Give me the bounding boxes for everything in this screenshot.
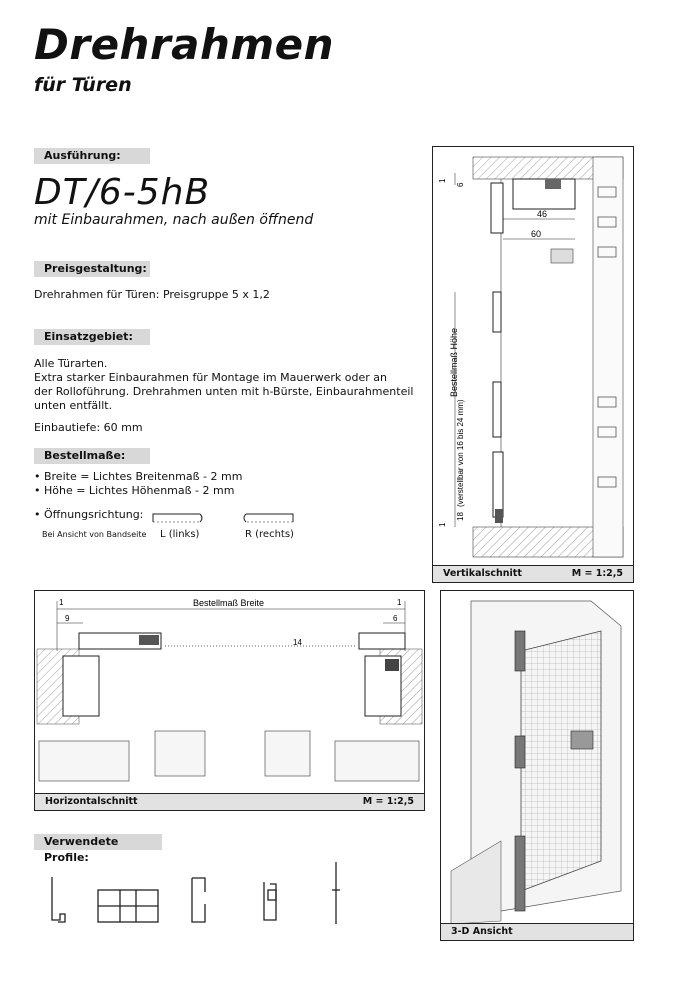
hz-dim-left1: 1 [59, 598, 64, 607]
vertikalschnitt-panel [432, 146, 634, 583]
section-profile: Verwendete Profile: [34, 834, 162, 850]
vt-dim-46: 46 [537, 209, 548, 219]
horizontal-caption: Horizontalschnitt [45, 796, 138, 807]
einsatz-line-4: unten entfällt. [34, 399, 113, 412]
vt-dim-top1: 1 [438, 178, 447, 183]
opening-right-icon [238, 510, 298, 524]
einsatz-line-1: Alle Türarten. [34, 357, 108, 370]
bestell-ansicht: Bei Ansicht von Bandseite [42, 530, 147, 539]
ansicht3d-caption: 3-D Ansicht [451, 926, 513, 937]
vt-adjust-label: (verstellbar von 16 bis 24 mm) [456, 399, 465, 507]
bestell-hoehe: • Höhe = Lichtes Höhenmaß - 2 mm [34, 484, 235, 497]
model-description: mit Einbaurahmen, nach außen öffnend [34, 212, 314, 228]
profiles-drawing [40, 862, 360, 932]
model-name: DT/6-5hB [34, 172, 211, 213]
vertikal-scale: M = 1:2,5 [571, 568, 623, 579]
ansicht3d-drawing [441, 591, 633, 924]
hz-dim-14: 14 [293, 638, 302, 647]
section-einsatzgebiet: Einsatzgebiet: [34, 329, 150, 345]
einsatz-depth: Einbautiefe: 60 mm [34, 421, 143, 434]
einsatz-line-3: der Rolloführung. Drehrahmen unten mit h-Bürste, Einbaurahmenteil [34, 385, 414, 398]
vertikalschnitt-drawing [433, 147, 633, 566]
horizontalschnitt-panel [34, 590, 425, 811]
vt-dim-60: 60 [531, 229, 542, 239]
bestell-oeffnung: • Öffnungsrichtung: [34, 508, 144, 521]
hz-dim-9: 9 [65, 614, 70, 623]
section-bestellmasse: Bestellmaße: [34, 448, 150, 464]
price-text: Drehrahmen für Türen: Preisgruppe 5 x 1,2 [34, 288, 270, 301]
page-title: Drehrahmen [34, 20, 335, 69]
section-ausfuehrung: Ausführung: [34, 148, 150, 164]
vt-dim-bottom1: 1 [438, 522, 447, 527]
vt-dim-top6: 6 [456, 182, 465, 187]
bestell-links: L (links) [160, 529, 200, 540]
horizontal-scale: M = 1:2,5 [362, 796, 414, 807]
hz-dim-right1: 1 [397, 598, 402, 607]
hz-width-label: Bestellmaß Breite [193, 598, 265, 608]
vertikal-caption: Vertikalschnitt [443, 568, 522, 579]
bestell-breite: • Breite = Lichtes Breitenmaß - 2 mm [34, 470, 243, 483]
section-preisgestaltung: Preisgestaltung: [34, 261, 150, 277]
vt-height-label: Bestellmaß Höhe [449, 327, 459, 397]
hz-dim-6: 6 [393, 614, 398, 623]
horizontalschnitt-drawing [35, 591, 424, 794]
vt-dim-18: 18 [456, 512, 465, 521]
page-subtitle: für Türen [34, 74, 132, 96]
bestell-rechts: R (rechts) [245, 529, 294, 540]
opening-left-icon [150, 510, 210, 524]
ansicht3d-panel [440, 590, 634, 941]
einsatz-line-2: Extra starker Einbaurahmen für Montage im Mauerwerk oder an [34, 371, 387, 384]
